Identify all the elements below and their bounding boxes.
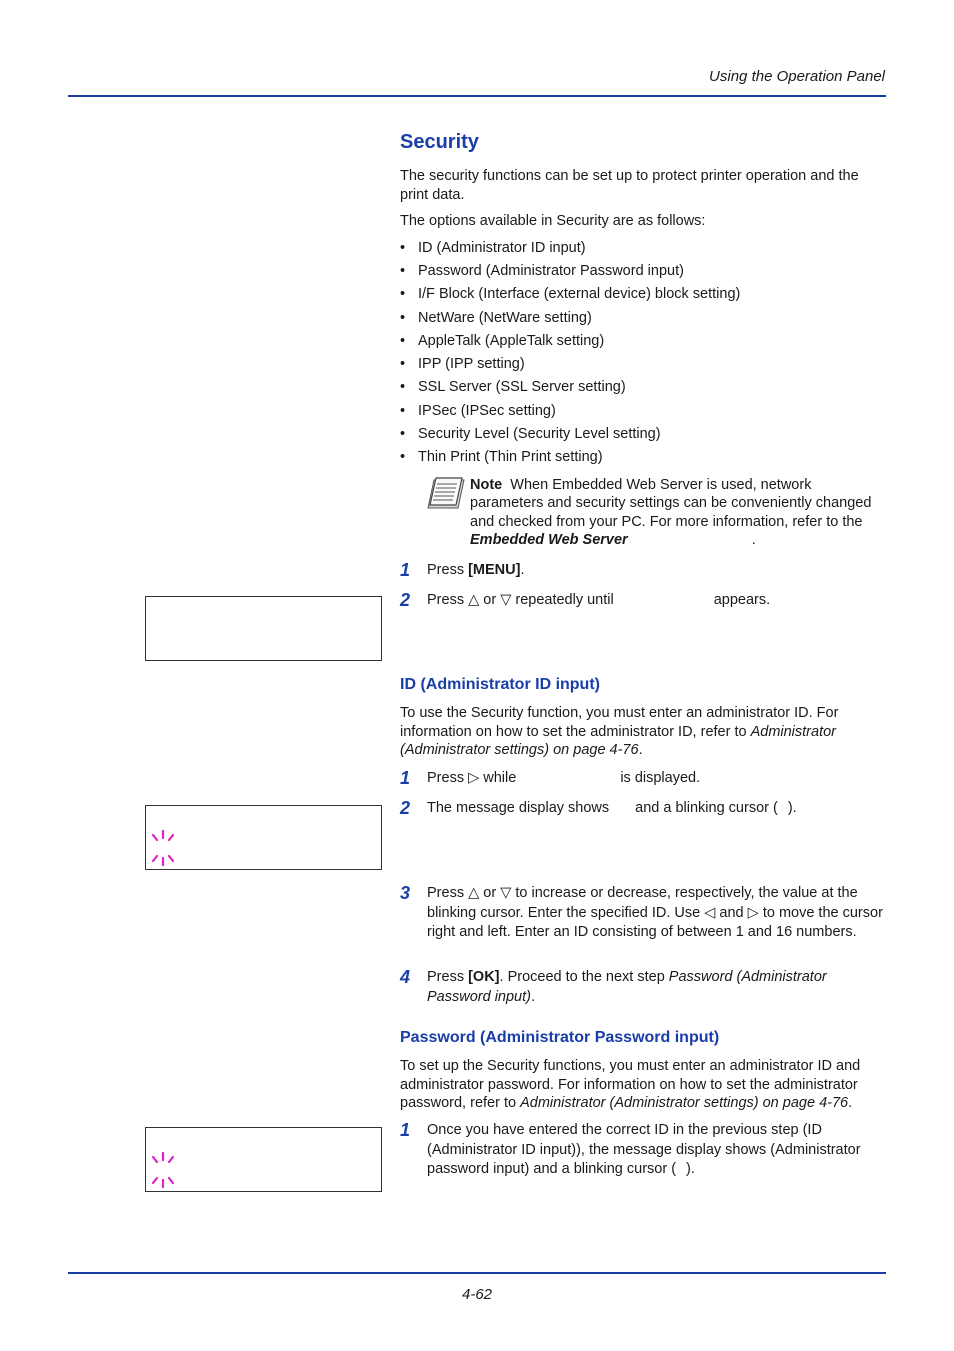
security-step-1: 1 Press [MENU]. (400, 560, 525, 580)
password-section-title: Password (Administrator Password input) (400, 1029, 720, 1046)
id-paragraph: To use the Security function, you must enter an administrator ID. For information on how to set the administrator ID, refer to Administrator (Administrator settings) on page 4-76. (400, 705, 839, 759)
password-step-1: 1 Once you have entered the correct ID in the previous step (ID (Administrator ID input)), the message display shows (Administrator password input) and a blinking cursor ( ). (400, 1120, 861, 1177)
list-item: • Thin Print (Thin Print setting) (400, 449, 603, 465)
list-item: • NetWare (NetWare setting) (400, 310, 592, 326)
id-step-2: 2 The message display shows and a blinking cursor ( ). (400, 798, 797, 818)
lcd-display-security (145, 596, 382, 661)
password-paragraph: To set up the Security functions, you must enter an administrator ID and administrator password. For information on how to set the administrator password, refer to Administrator (Administrator settings) on page 4-76. (400, 1058, 861, 1112)
footer-rule (68, 1272, 886, 1274)
options-intro: The options available in Security are as follows: (400, 213, 706, 229)
header-rule (68, 95, 886, 97)
id-section-title: ID (Administrator ID input) (400, 676, 600, 693)
list-item: • IPSec (IPSec setting) (400, 403, 556, 419)
running-header: Using the Operation Panel (709, 68, 885, 85)
section-title: Security (400, 131, 479, 153)
list-item: • AppleTalk (AppleTalk setting) (400, 333, 605, 349)
note-label: Note (470, 477, 503, 493)
page-number: 4-62 (461, 1286, 493, 1303)
id-step-1: 1 Press ▷ while is displayed. (400, 768, 701, 788)
intro-paragraph: The security functions can be set up to protect printer operation and the print data. (400, 168, 859, 203)
list-item: • Password (Administrator Password input) (400, 263, 684, 279)
lcd-display-password (145, 1127, 382, 1192)
list-item: • SSL Server (SSL Server setting) (400, 379, 626, 395)
blinking-cursor-icon (149, 828, 179, 868)
id-step-4: 4 Press [OK]. Proceed to the next step Password (Administrator Password input). (400, 967, 827, 1005)
note-text: Note When Embedded Web Server is used, network parameters and security settings can be conveniently changed and checked from your PC. For more information, refer to the Embedded Web Server . (470, 477, 872, 549)
list-item: • ID (Administrator ID input) (400, 240, 586, 256)
lcd-display-id (145, 805, 382, 870)
list-item: • IPP (IPP setting) (400, 356, 525, 372)
blinking-cursor-icon (149, 1150, 179, 1190)
id-step-3: 3 Press △ or ▽ to increase or decrease, respectively, the value at the blinking cursor. Enter the specified ID. Use ◁ and ▷ to move the cursor right and left. Enter an ID consisting of between 1 and 16 numbers. (400, 883, 883, 940)
list-item: • Security Level (Security Level setting) (400, 426, 661, 442)
note-reference: Embedded Web Server (470, 532, 628, 549)
list-item: • I/F Block (Interface (external device) block setting) (400, 286, 741, 302)
security-step-2: 2 Press △ or ▽ repeatedly until appears. (400, 590, 771, 610)
note-icon (426, 476, 466, 517)
